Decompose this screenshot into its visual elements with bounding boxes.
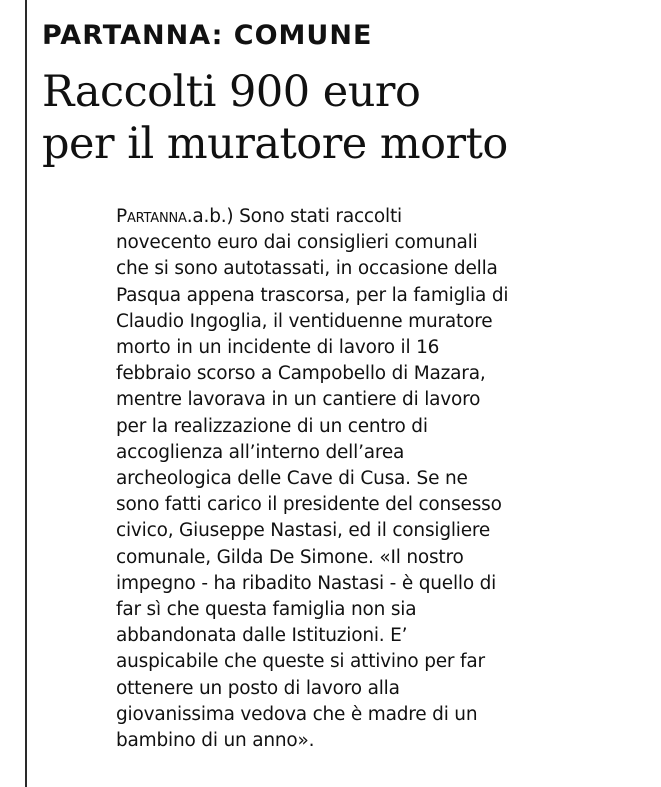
body-line: Pasqua appena trascorsa, per la famiglia di [116,284,509,306]
body-line: archeologica delle Cave di Cusa. Se ne [116,468,468,490]
body-line: novecento euro dai consiglieri comunali [116,232,478,254]
kicker-heading: PARTANNA: COMUNE [42,20,373,51]
body-line: per la realizzazione di un centro di [116,415,428,437]
article-headline [42,66,642,170]
body-line: mentre lavorava in un cantiere di lavoro [116,389,481,411]
headline-line: Raccolti 900 euro [42,67,421,117]
body-line [116,204,656,230]
dateline: Partanna. [116,206,193,227]
body-line: sono fatti carico il presidente del consesso [116,494,502,516]
body-line: Claudio Ingoglia, il ventiduenne muratore [116,310,493,332]
headline-line: per il muratore morto [42,119,508,169]
body-line-text: a.b.) Sono stati raccolti [192,206,402,227]
body-line: febbraio scorso a Campobello di Mazara, [116,363,486,385]
body-line: impegno - ha ribadito Nastasi - è quello di [116,572,497,594]
body-line: civico, Giuseppe Nastasi, ed il consigliere [116,520,491,542]
body-line: giovanissima vedova che è madre di un [116,703,478,725]
body-line: abbandonata dalle Istituzioni. E’ [116,625,408,647]
body-line: bambino di un anno». [116,730,315,752]
body-line: comunale, Gilda De Simone. «Il nostro [116,546,464,568]
body-line: che si sono autotassati, in occasione della [116,258,498,280]
column-rule [25,0,27,787]
body-line: ottenere un posto di lavoro alla [116,677,400,699]
body-line: accoglienza all’interno dell’area [116,441,405,463]
article-body [116,204,656,754]
body-line: auspicabile che queste si attivino per far [116,651,485,673]
body-line: morto in un incidente di lavoro il 16 [116,337,440,359]
body-line: far sì che questa famiglia non sia [116,599,417,621]
